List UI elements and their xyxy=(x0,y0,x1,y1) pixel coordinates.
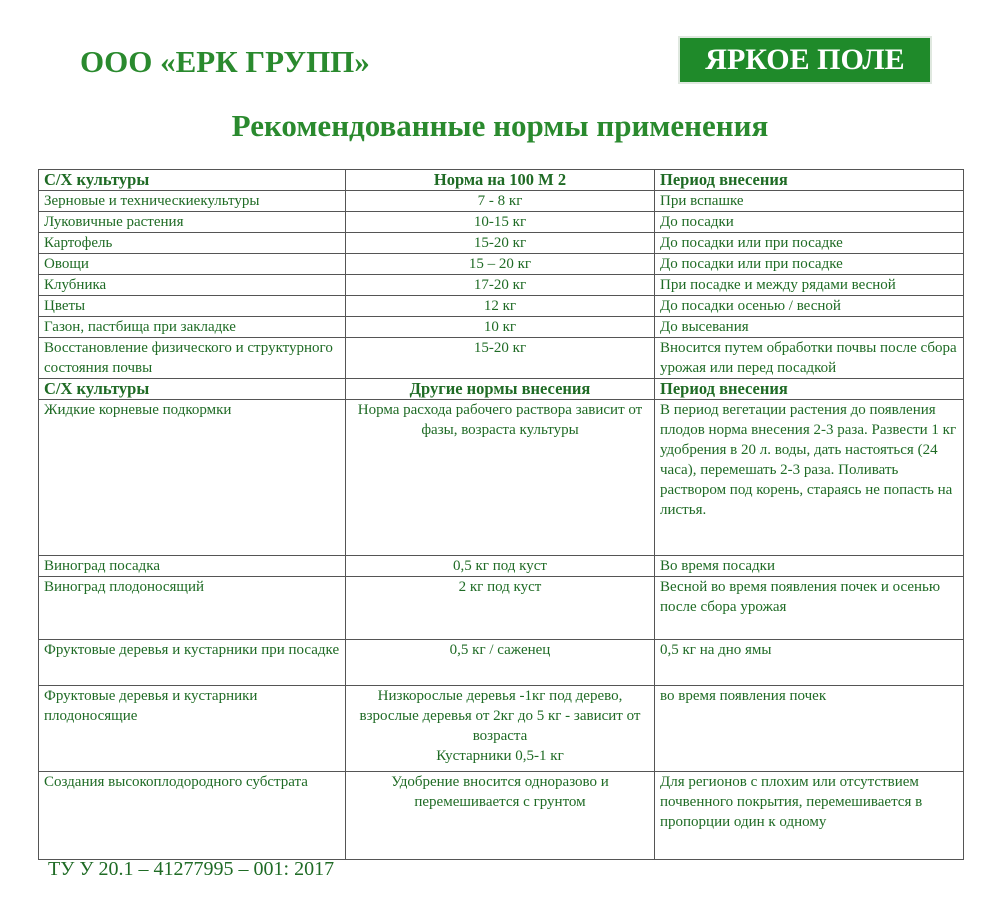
cell-norm: 17-20 кг xyxy=(346,275,655,296)
cell-norm: 0,5 кг под куст xyxy=(346,556,655,577)
cell-crop: Клубника xyxy=(39,275,346,296)
cell-norm xyxy=(346,686,655,772)
table-row xyxy=(39,640,964,686)
table-row xyxy=(39,772,964,860)
cell-crop: Газон, пастбища при закладке xyxy=(39,317,346,338)
cell-norm: Удобрение вносится одноразово и перемешивается с грунтом xyxy=(346,772,655,860)
cell-norm: 12 кг xyxy=(346,296,655,317)
cell-crop: Восстановление физического и структурного состояния почвы xyxy=(39,338,346,379)
table-row xyxy=(39,233,964,254)
cell-crop: Картофель xyxy=(39,233,346,254)
table-row xyxy=(39,400,964,556)
cell-period: во время появления почек xyxy=(655,686,964,772)
cell-norm-text: Низкорослые деревья -1кг под дерево, взрослые деревья от 2кг до 5 кг - зависит от возраста xyxy=(359,688,641,744)
norms-table xyxy=(38,169,964,860)
cell-crop: Цветы xyxy=(39,296,346,317)
cell-crop: Создания высокоплодородного субстрата xyxy=(39,772,346,860)
cell-norm-shrubs: Кустарники 0,5-1 кг xyxy=(436,748,564,764)
table-row xyxy=(39,686,964,772)
cell-period: До высевания xyxy=(655,317,964,338)
cell-crop: Фруктовые деревья и кустарники при посадке xyxy=(39,640,346,686)
table-row xyxy=(39,212,964,233)
table-row xyxy=(39,577,964,640)
table1-header-row xyxy=(39,170,964,191)
cell-norm: 10-15 кг xyxy=(346,212,655,233)
page-title: Рекомендованные нормы применения xyxy=(231,108,769,143)
cell-crop: Овощи xyxy=(39,254,346,275)
table2-header-row xyxy=(39,379,964,400)
table-row xyxy=(39,254,964,275)
table-row xyxy=(39,338,964,379)
cell-period: Для регионов с плохим или отсутствием почвенного покрытия, перемешивается в пропорции один к одному xyxy=(655,772,964,860)
header-crops: С/Х культуры xyxy=(39,170,346,191)
table-row xyxy=(39,556,964,577)
cell-period: Вносится путем обработки почвы после сбора урожая или перед посадкой xyxy=(655,338,964,379)
cell-period: До посадки или при посадке xyxy=(655,233,964,254)
header-norm: Норма на 100 М 2 xyxy=(346,170,655,191)
cell-norm: 15-20 кг xyxy=(346,338,655,379)
cell-period: В период вегетации растения до появления плодов норма внесения 2-3 раза. Развести 1 кг удобрения в 20 л. воды, дать настояться (24 часа), перемешать 2-3 раза. Поливать раствором под корень, стараясь не попасть на листья. xyxy=(655,400,964,556)
cell-period: До посадки xyxy=(655,212,964,233)
cell-period: Весной во время появления почек и осенью после сбора урожая xyxy=(655,577,964,640)
cell-period: При вспашке xyxy=(655,191,964,212)
cell-crop: Фруктовые деревья и кустарники плодоносящие xyxy=(39,686,346,772)
cell-crop: Луковичные растения xyxy=(39,212,346,233)
cell-crop: Жидкие корневые подкормки xyxy=(39,400,346,556)
cell-norm: 0,5 кг / саженец xyxy=(346,640,655,686)
standard-code: ТУ У 20.1 – 41277995 – 001: 2017 xyxy=(48,858,335,880)
header-period: Период внесения xyxy=(655,170,964,191)
cell-crop: Виноград посадка xyxy=(39,556,346,577)
table-row xyxy=(39,275,964,296)
header-other-norms: Другие нормы внесения xyxy=(346,379,655,400)
table-row xyxy=(39,317,964,338)
cell-norm: 7 - 8 кг xyxy=(346,191,655,212)
header-crops: С/Х культуры xyxy=(39,379,346,400)
company-name: ООО «ЕРК ГРУПП» xyxy=(80,44,370,79)
cell-crop: Зерновые и техническиекультуры xyxy=(39,191,346,212)
cell-period: При посадке и между рядами весной xyxy=(655,275,964,296)
table-row xyxy=(39,296,964,317)
cell-crop: Виноград плодоносящий xyxy=(39,577,346,640)
brand-badge: ЯРКОЕ ПОЛЕ xyxy=(678,36,932,84)
header-period: Период внесения xyxy=(655,379,964,400)
cell-period: До посадки осенью / весной xyxy=(655,296,964,317)
cell-period: До посадки или при посадке xyxy=(655,254,964,275)
cell-norm: 2 кг под куст xyxy=(346,577,655,640)
cell-period: 0,5 кг на дно ямы xyxy=(655,640,964,686)
table-row xyxy=(39,191,964,212)
cell-period: Во время посадки xyxy=(655,556,964,577)
cell-norm: 10 кг xyxy=(346,317,655,338)
cell-norm: 15 – 20 кг xyxy=(346,254,655,275)
cell-norm: Норма расхода рабочего раствора зависит от фазы, возраста культуры xyxy=(346,400,655,556)
cell-norm: 15-20 кг xyxy=(346,233,655,254)
